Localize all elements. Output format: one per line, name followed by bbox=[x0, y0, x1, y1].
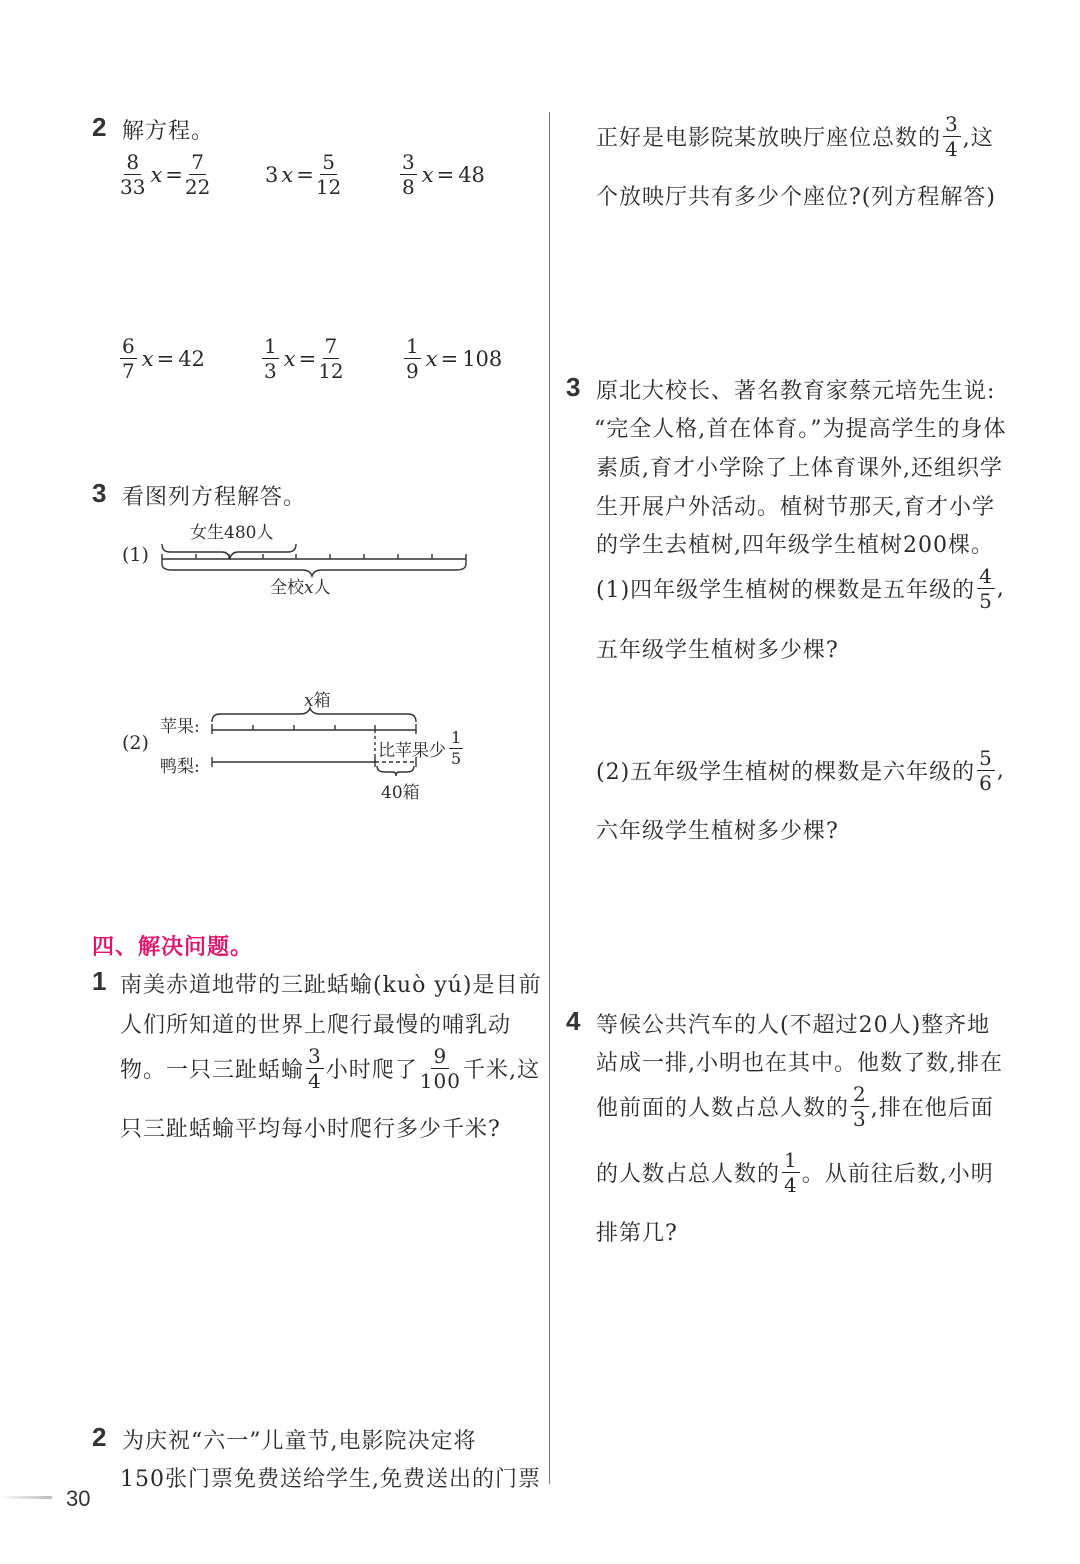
question-title: 看图列方程解答。 bbox=[122, 485, 307, 510]
problem-text: 的人数占总人数的 $\frac{1}{4}$ 。从前往后数,小明 bbox=[596, 1148, 994, 1197]
question-number: 4 bbox=[566, 1006, 581, 1036]
diagram-top-label: x箱 bbox=[304, 691, 331, 711]
equation: 3 x = $\frac{5}{12}$ bbox=[265, 150, 342, 199]
diagram-label: (2) bbox=[122, 732, 149, 754]
problem-text: 排第几? bbox=[596, 1221, 678, 1246]
section-title: 四、解决问题。 bbox=[92, 935, 254, 960]
page-number: 30 bbox=[66, 1486, 91, 1511]
question-number: 2 bbox=[92, 1422, 107, 1452]
problem-text: 等候公共汽车的人(不超过20人)整齐地 bbox=[596, 1013, 991, 1038]
equation: $\frac{3}{8}$ x = 48 bbox=[402, 150, 485, 199]
problem-text: 人们所知道的世界上爬行最慢的哺乳动 bbox=[120, 1013, 512, 1038]
problem-text: 素质,育才小学除了上体育课外,还组织学 bbox=[596, 456, 1003, 481]
column-divider bbox=[549, 112, 550, 1484]
question-number: 3 bbox=[92, 478, 107, 508]
row-label-apple: 苹果: bbox=[160, 717, 200, 737]
equation: $\frac{6}{7}$ x = 42 bbox=[122, 334, 205, 383]
sub-question: (2)五年级学生植树的棵数是六年级的 $\frac{5}{6}$ , bbox=[596, 746, 1005, 795]
problem-text: 原北大校长、著名教育家蔡元培先生说: bbox=[596, 379, 996, 404]
problem-text: 只三趾蛞蝓平均每小时爬行多少千米? bbox=[120, 1117, 501, 1142]
segment-diagram-2 bbox=[200, 700, 430, 782]
question-number: 1 bbox=[92, 966, 107, 996]
problem-text: 站成一排,小明也在其中。他数了数,排在 bbox=[596, 1051, 1003, 1076]
equation: $\frac{8}{33}$ x = $\frac{7}{22}$ bbox=[120, 150, 211, 199]
diagram-bottom-label: 全校x人 bbox=[270, 578, 331, 598]
equation: $\frac{1}{3}$ x = $\frac{7}{12}$ bbox=[264, 334, 344, 383]
problem-text: 的学生去植树,四年级学生植树200棵。 bbox=[596, 533, 994, 558]
problem-text: 为庆祝“六一”儿童节,电影院决定将 bbox=[122, 1429, 477, 1454]
equation: $\frac{1}{9}$ x = 108 bbox=[406, 334, 503, 383]
page-number-rule bbox=[0, 1496, 52, 1499]
problem-text: 正好是电影院某放映厅座位总数的 $\frac{3}{4}$ ,这 bbox=[596, 112, 994, 161]
problem-text: “完全人格,首在体育。”为提高学生的身体 bbox=[594, 417, 1007, 442]
diagram-bottom-label: 40箱 bbox=[381, 783, 420, 803]
diagram-note: 比苹果少 $\frac{1}{5}$ bbox=[378, 728, 462, 768]
problem-text: 个放映厅共有多少个座位?(列方程解答) bbox=[596, 185, 996, 210]
sub-question: (1)四年级学生植树的棵数是五年级的 $\frac{4}{5}$ , bbox=[596, 564, 1005, 613]
segment-diagram-1 bbox=[150, 538, 480, 578]
diagram-label: (1) bbox=[122, 544, 149, 566]
question-number: 3 bbox=[566, 372, 581, 402]
problem-text: 物。一只三趾蛞蝓 $\frac{3}{4}$ 小时爬了 $\frac{9}{100}$ 千米,这 bbox=[120, 1044, 540, 1093]
sub-question: 六年级学生植树多少棵? bbox=[596, 819, 839, 844]
diagram-top-label: 女生480人 bbox=[190, 523, 274, 543]
problem-text: 他前面的人数占总人数的 $\frac{2}{3}$ ,排在他后面 bbox=[596, 1082, 994, 1131]
sub-question: 五年级学生植树多少棵? bbox=[596, 638, 839, 663]
row-label-pear: 鸭梨: bbox=[160, 757, 200, 777]
problem-text: 生开展户外活动。植树节那天,育才小学 bbox=[596, 495, 995, 520]
problem-text: 南美赤道地带的三趾蛞蝓(kuò yú)是目前 bbox=[120, 973, 542, 998]
problem-text: 150张门票免费送给学生,免费送出的门票 bbox=[120, 1467, 541, 1492]
question-number: 2 bbox=[92, 112, 107, 142]
question-title: 解方程。 bbox=[122, 119, 215, 144]
